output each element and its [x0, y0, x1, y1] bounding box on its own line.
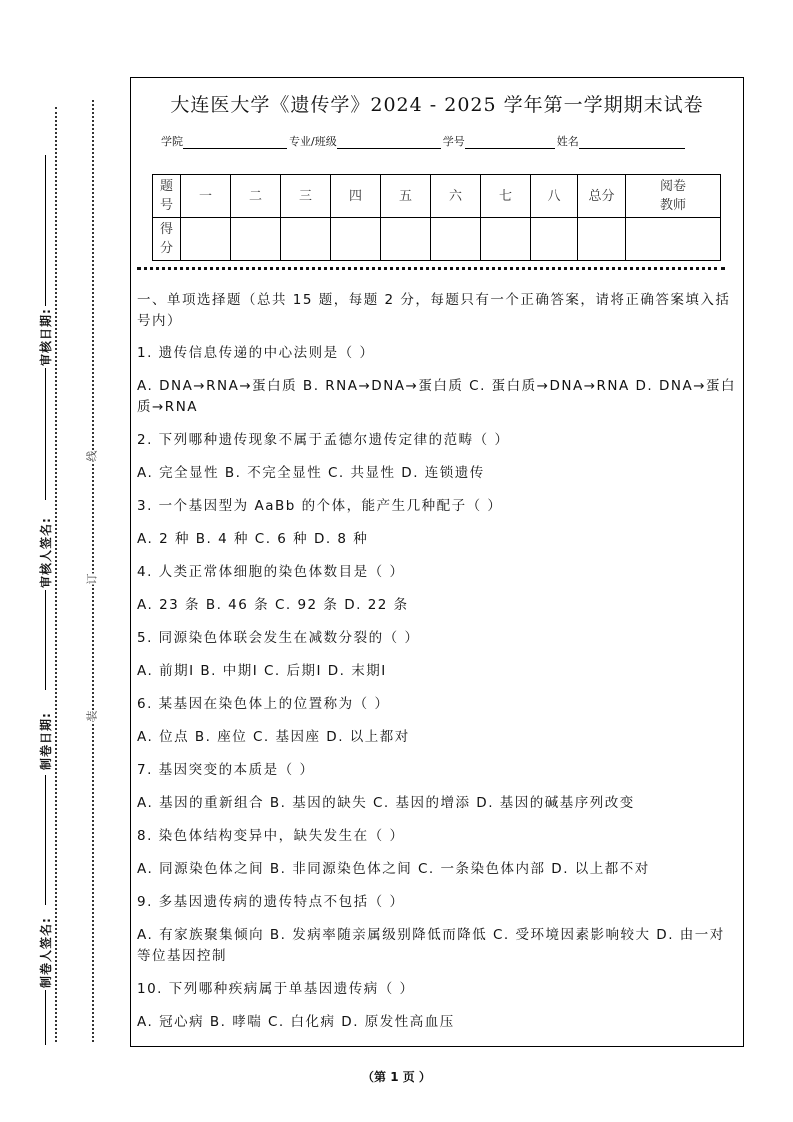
row-header-question-number: 题 号 [153, 175, 181, 218]
student-info-row [161, 133, 687, 149]
total-score-cell[interactable] [578, 218, 626, 261]
college-label: 学院 [161, 135, 183, 148]
binding-char-line: 线 [85, 450, 99, 462]
exam-title: 大连医大学《遗传学》2024 - 2025 学年第一学期期末试卷 [170, 94, 704, 116]
compile-date-label: 制卷日期: [39, 712, 53, 770]
signature-line [45, 580, 46, 690]
binding-char-bind: 装 [85, 710, 99, 722]
question-options: A. 冠心病 B. 哮喘 C. 白化病 D. 原发性高血压 [137, 1014, 455, 1030]
name-field[interactable] [579, 136, 685, 149]
score-row [153, 218, 721, 261]
page-number: （第 1 页 ） [362, 1070, 431, 1084]
question-options: A. 完全显性 B. 不完全显性 C. 共显性 D. 连锁遗传 [137, 465, 485, 481]
name-label: 姓名 [556, 135, 579, 148]
column-header: 二 [231, 175, 281, 218]
dotted-separator [137, 267, 725, 270]
row-header-score: 得 分 [153, 218, 181, 261]
column-header-total: 总分 [578, 175, 626, 218]
question-options: A. 同源染色体之间 B. 非同源染色体之间 C. 一条染色体内部 D. 以上都不对 [137, 861, 650, 877]
question-options: A. 前期Ⅰ B. 中期Ⅰ C. 后期Ⅰ D. 末期Ⅰ [137, 663, 387, 679]
question-stem: 4. 人类正常体细胞的染色体数目是（ ） [137, 564, 405, 580]
score-table [152, 174, 721, 261]
score-cell[interactable] [181, 218, 231, 261]
score-cell[interactable] [481, 218, 531, 261]
column-header: 六 [431, 175, 481, 218]
major-class-field[interactable] [337, 136, 441, 149]
section-heading: 一、单项选择题（总共 15 题，每题 2 分，每题只有一个正确答案，请将正确答案填入括号内） [137, 292, 731, 329]
column-header: 四 [331, 175, 381, 218]
cut-dotted-line [92, 100, 94, 1042]
question-stem: 9. 多基因遗传病的遗传特点不包括（ ） [137, 894, 405, 910]
binding-char-staple: 订 [85, 573, 99, 585]
column-header: 七 [481, 175, 531, 218]
score-cell[interactable] [381, 218, 431, 261]
question-stem: 2. 下列哪种遗传现象不属于孟德尔遗传定律的范畴（ ） [137, 432, 510, 448]
question-options: A. 位点 B. 座位 C. 基因座 D. 以上都对 [137, 729, 410, 745]
question-number-row [153, 175, 721, 218]
signature-line [45, 985, 46, 1045]
major-class-label: 专业/班级 [289, 135, 337, 148]
score-cell[interactable] [431, 218, 481, 261]
signature-line [45, 775, 46, 905]
score-cell[interactable] [331, 218, 381, 261]
signature-line [45, 365, 46, 500]
column-header-grader: 阅卷 教师 [626, 175, 721, 218]
question-stem: 8. 染色体结构变异中，缺失发生在（ ） [137, 828, 405, 844]
binding-dotted-line [55, 107, 57, 1042]
column-header: 一 [181, 175, 231, 218]
review-date-label: 审核日期: [39, 308, 53, 366]
column-header: 八 [531, 175, 578, 218]
question-stem: 1. 遗传信息传递的中心法则是（ ） [137, 345, 375, 361]
college-field[interactable] [183, 136, 287, 149]
section-single-choice [137, 290, 737, 1045]
question-stem: 10. 下列哪种疾病属于单基因遗传病（ ） [137, 981, 415, 997]
score-cell[interactable] [231, 218, 281, 261]
compiler-signature-label: 制卷人签名: [39, 917, 53, 988]
question-stem: 7. 基因突变的本质是（ ） [137, 762, 315, 778]
question-stem: 5. 同源染色体联会发生在减数分裂的（ ） [137, 630, 420, 646]
question-options: A. DNA→RNA→蛋白质 B. RNA→DNA→蛋白质 C. 蛋白质→DNA→RNA D. DNA→蛋白质→RNA [137, 378, 737, 415]
score-cell[interactable] [531, 218, 578, 261]
column-header: 五 [381, 175, 431, 218]
column-header: 三 [281, 175, 331, 218]
question-options: A. 有家族聚集倾向 B. 发病率随亲属级别降低而降低 C. 受环境因素影响较大 D. 由一对等位基因控制 [137, 927, 725, 964]
question-stem: 6. 某基因在染色体上的位置称为（ ） [137, 696, 390, 712]
reviewer-signature-label: 审核人签名: [39, 517, 53, 588]
question-options: A. 23 条 B. 46 条 C. 92 条 D. 22 条 [137, 597, 409, 613]
question-stem: 3. 一个基因型为 AaBb 的个体，能产生几种配子（ ） [137, 498, 503, 514]
student-id-field[interactable] [465, 136, 555, 149]
exam-frame [130, 77, 744, 1047]
grader-cell[interactable] [626, 218, 721, 261]
question-options: A. 2 种 B. 4 种 C. 6 种 D. 8 种 [137, 531, 369, 547]
score-cell[interactable] [281, 218, 331, 261]
question-options: A. 基因的重新组合 B. 基因的缺失 C. 基因的增添 D. 基因的碱基序列改变 [137, 795, 635, 811]
student-id-label: 学号 [442, 135, 465, 148]
